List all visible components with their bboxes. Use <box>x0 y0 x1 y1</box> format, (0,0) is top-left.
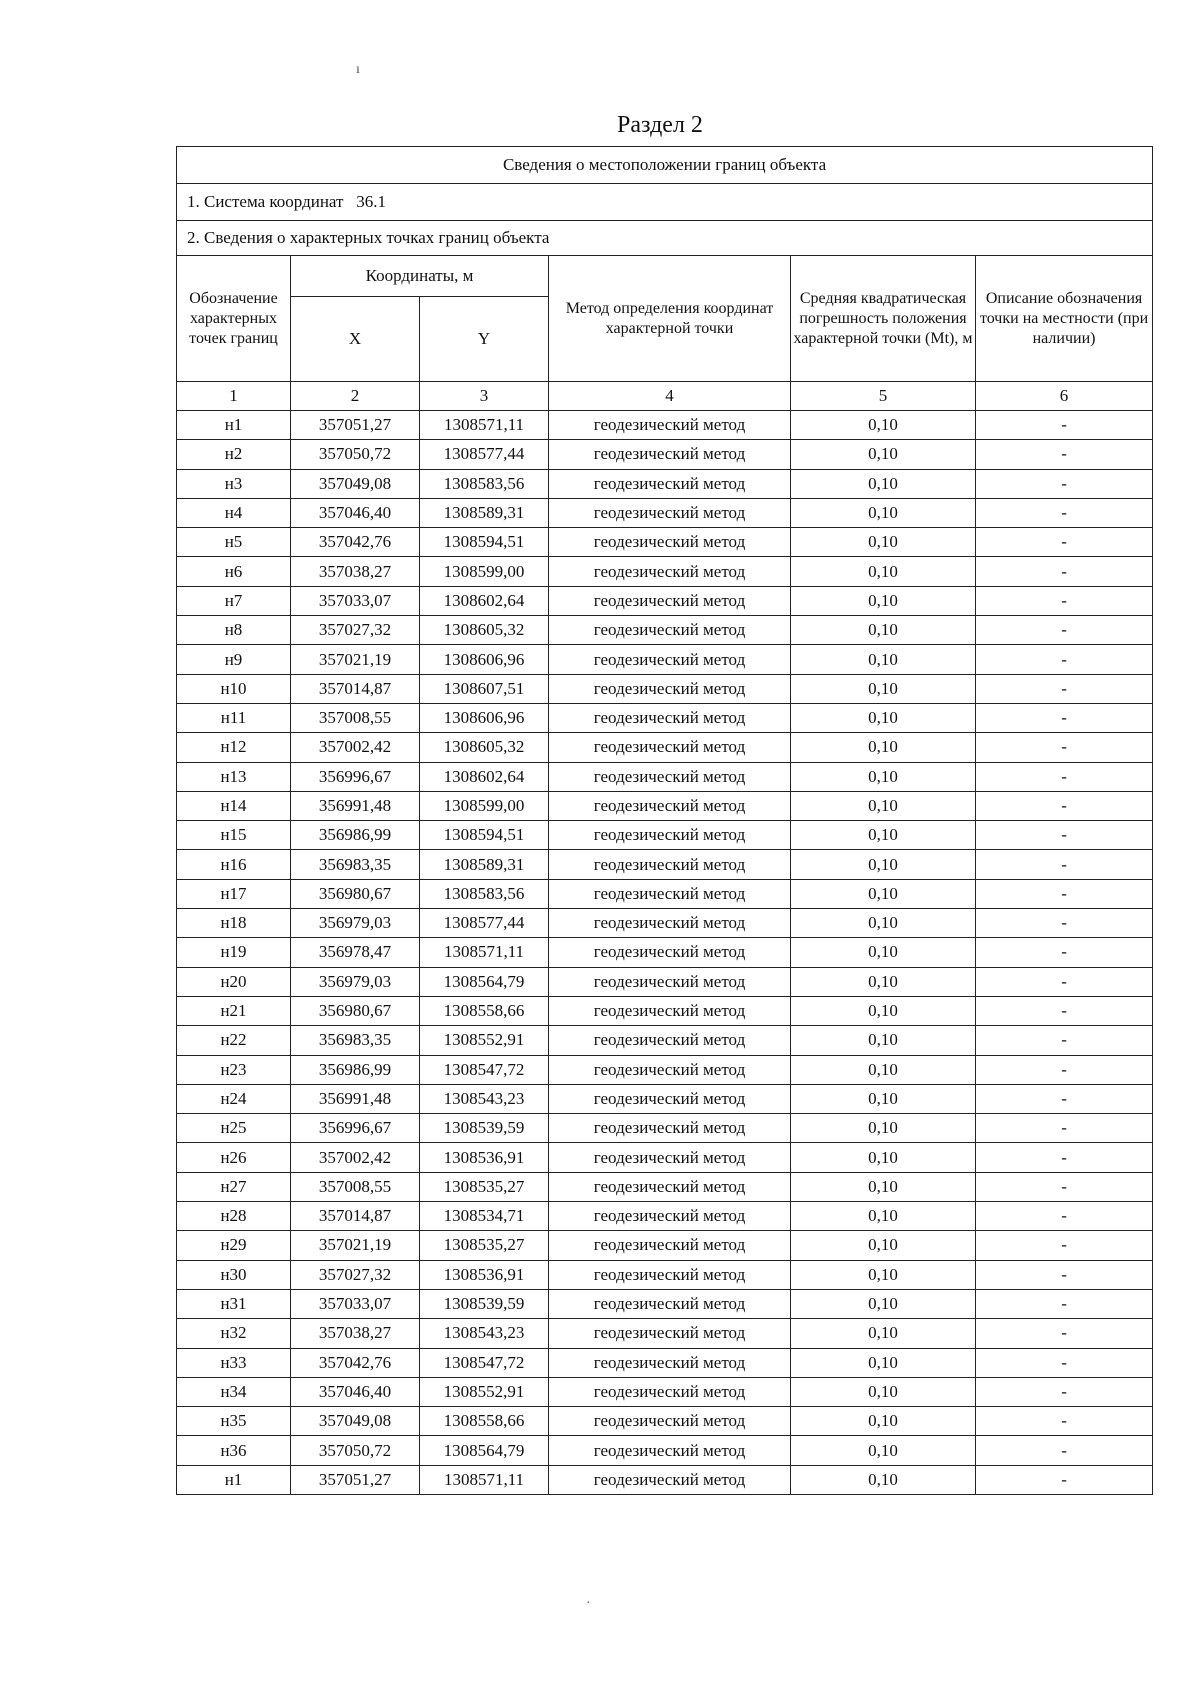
table-row <box>177 440 1153 469</box>
error-cell: 0,10 <box>791 1143 976 1172</box>
description-cell: - <box>976 762 1153 791</box>
x-coordinate-cell: 356986,99 <box>291 821 420 850</box>
description-cell: - <box>976 1084 1153 1113</box>
point-name-cell: н23 <box>177 1055 291 1084</box>
method-cell: геодезический метод <box>549 967 791 996</box>
description-cell: - <box>976 1377 1153 1406</box>
description-cell: - <box>976 674 1153 703</box>
method-cell: геодезический метод <box>549 791 791 820</box>
error-cell: 0,10 <box>791 1348 976 1377</box>
method-cell: геодезический метод <box>549 1260 791 1289</box>
x-coordinate-cell: 356996,67 <box>291 762 420 791</box>
description-cell: - <box>976 1231 1153 1260</box>
x-coordinate-cell: 356991,48 <box>291 791 420 820</box>
table-row <box>177 1436 1153 1465</box>
column-number: 3 <box>420 382 549 411</box>
method-cell: геодезический метод <box>549 528 791 557</box>
description-cell: - <box>976 1026 1153 1055</box>
x-coordinate-cell: 356980,67 <box>291 996 420 1025</box>
x-coordinate-cell: 357014,87 <box>291 1202 420 1231</box>
error-cell: 0,10 <box>791 703 976 732</box>
point-name-cell: н10 <box>177 674 291 703</box>
table-row <box>177 498 1153 527</box>
point-name-cell: н19 <box>177 938 291 967</box>
x-coordinate-cell: 357038,27 <box>291 1319 420 1348</box>
x-coordinate-cell: 356983,35 <box>291 1026 420 1055</box>
point-name-cell: н11 <box>177 703 291 732</box>
description-cell: - <box>976 879 1153 908</box>
x-coordinate-cell: 357038,27 <box>291 557 420 586</box>
error-cell: 0,10 <box>791 1260 976 1289</box>
x-coordinate-cell: 356979,03 <box>291 967 420 996</box>
error-cell: 0,10 <box>791 1377 976 1406</box>
error-cell: 0,10 <box>791 1055 976 1084</box>
error-cell: 0,10 <box>791 674 976 703</box>
y-coordinate-cell: 1308536,91 <box>420 1143 549 1172</box>
point-name-cell: н32 <box>177 1319 291 1348</box>
error-cell: 0,10 <box>791 1289 976 1318</box>
y-coordinate-cell: 1308577,44 <box>420 440 549 469</box>
x-coordinate-cell: 357002,42 <box>291 733 420 762</box>
error-cell: 0,10 <box>791 411 976 440</box>
table-row <box>177 1026 1153 1055</box>
method-cell: геодезический метод <box>549 498 791 527</box>
table-row <box>177 586 1153 615</box>
error-cell: 0,10 <box>791 616 976 645</box>
description-cell: - <box>976 1289 1153 1318</box>
description-cell: - <box>976 850 1153 879</box>
description-cell: - <box>976 791 1153 820</box>
description-cell: - <box>976 1436 1153 1465</box>
point-name-cell: н33 <box>177 1348 291 1377</box>
table-row <box>177 1465 1153 1494</box>
column-number: 5 <box>791 382 976 411</box>
error-cell: 0,10 <box>791 586 976 615</box>
error-cell: 0,10 <box>791 498 976 527</box>
point-name-cell: н6 <box>177 557 291 586</box>
table-row <box>177 1143 1153 1172</box>
point-name-cell: н5 <box>177 528 291 557</box>
description-cell: - <box>976 996 1153 1025</box>
method-cell: геодезический метод <box>549 938 791 967</box>
header-coordinates: Координаты, м <box>291 256 549 297</box>
error-cell: 0,10 <box>791 645 976 674</box>
coord-system-row <box>177 184 1153 221</box>
y-coordinate-cell: 1308594,51 <box>420 528 549 557</box>
scan-mark: ı <box>356 62 360 77</box>
point-name-cell: н21 <box>177 996 291 1025</box>
x-coordinate-cell: 356996,67 <box>291 1114 420 1143</box>
column-number: 6 <box>976 382 1153 411</box>
description-cell: - <box>976 1202 1153 1231</box>
method-cell: геодезический метод <box>549 1172 791 1201</box>
table-row <box>177 1407 1153 1436</box>
section-title: Раздел 2 <box>617 112 703 138</box>
y-coordinate-cell: 1308583,56 <box>420 879 549 908</box>
y-coordinate-cell: 1308607,51 <box>420 674 549 703</box>
header-y: Y <box>420 297 549 382</box>
table-row <box>177 469 1153 498</box>
y-coordinate-cell: 1308536,91 <box>420 1260 549 1289</box>
x-coordinate-cell: 357033,07 <box>291 1289 420 1318</box>
x-coordinate-cell: 357008,55 <box>291 703 420 732</box>
y-coordinate-cell: 1308605,32 <box>420 616 549 645</box>
error-cell: 0,10 <box>791 1436 976 1465</box>
y-coordinate-cell: 1308605,32 <box>420 733 549 762</box>
table-row <box>177 1055 1153 1084</box>
point-name-cell: н3 <box>177 469 291 498</box>
x-coordinate-cell: 357008,55 <box>291 1172 420 1201</box>
method-cell: геодезический метод <box>549 703 791 732</box>
method-cell: геодезический метод <box>549 1084 791 1113</box>
y-coordinate-cell: 1308547,72 <box>420 1055 549 1084</box>
y-coordinate-cell: 1308552,91 <box>420 1377 549 1406</box>
point-name-cell: н9 <box>177 645 291 674</box>
column-number: 2 <box>291 382 420 411</box>
table-row <box>177 1260 1153 1289</box>
table-row <box>177 791 1153 820</box>
point-name-cell: н14 <box>177 791 291 820</box>
table-row <box>177 938 1153 967</box>
column-number: 1 <box>177 382 291 411</box>
point-name-cell: н1 <box>177 411 291 440</box>
method-cell: геодезический метод <box>549 440 791 469</box>
method-cell: геодезический метод <box>549 674 791 703</box>
method-cell: геодезический метод <box>549 616 791 645</box>
error-cell: 0,10 <box>791 996 976 1025</box>
header-description: Описание обозначения точки на местности (при наличии) <box>976 256 1153 382</box>
coord-system-label: 1. Система координат <box>187 192 344 211</box>
header-error: Средняя квадратическая погрешность положения характерной точки (Mt), м <box>791 256 976 382</box>
y-coordinate-cell: 1308589,31 <box>420 850 549 879</box>
point-name-cell: н25 <box>177 1114 291 1143</box>
description-cell: - <box>976 821 1153 850</box>
x-coordinate-cell: 357050,72 <box>291 440 420 469</box>
x-coordinate-cell: 357021,19 <box>291 645 420 674</box>
method-cell: геодезический метод <box>549 1319 791 1348</box>
x-coordinate-cell: 357046,40 <box>291 1377 420 1406</box>
error-cell: 0,10 <box>791 1026 976 1055</box>
method-cell: геодезический метод <box>549 1289 791 1318</box>
table-title: Сведения о местоположении границ объекта <box>177 147 1153 184</box>
table-row <box>177 821 1153 850</box>
y-coordinate-cell: 1308547,72 <box>420 1348 549 1377</box>
method-cell: геодезический метод <box>549 821 791 850</box>
y-coordinate-cell: 1308552,91 <box>420 1026 549 1055</box>
description-cell: - <box>976 1055 1153 1084</box>
table-row <box>177 411 1153 440</box>
point-name-cell: н28 <box>177 1202 291 1231</box>
y-coordinate-cell: 1308577,44 <box>420 909 549 938</box>
column-number: 4 <box>549 382 791 411</box>
y-coordinate-cell: 1308571,11 <box>420 938 549 967</box>
table-row <box>177 1231 1153 1260</box>
method-cell: геодезический метод <box>549 1202 791 1231</box>
table-row <box>177 909 1153 938</box>
x-coordinate-cell: 357021,19 <box>291 1231 420 1260</box>
description-cell: - <box>976 703 1153 732</box>
method-cell: геодезический метод <box>549 1143 791 1172</box>
y-coordinate-cell: 1308571,11 <box>420 1465 549 1494</box>
x-coordinate-cell: 357027,32 <box>291 616 420 645</box>
error-cell: 0,10 <box>791 469 976 498</box>
point-name-cell: н17 <box>177 879 291 908</box>
table-row <box>177 528 1153 557</box>
x-coordinate-cell: 357042,76 <box>291 1348 420 1377</box>
description-cell: - <box>976 469 1153 498</box>
method-cell: геодезический метод <box>549 762 791 791</box>
description-cell: - <box>976 440 1153 469</box>
header-method: Метод определения координат характерной точки <box>549 256 791 382</box>
description-cell: - <box>976 645 1153 674</box>
point-name-cell: н12 <box>177 733 291 762</box>
description-cell: - <box>976 1114 1153 1143</box>
method-cell: геодезический метод <box>549 733 791 762</box>
error-cell: 0,10 <box>791 733 976 762</box>
description-cell: - <box>976 1465 1153 1494</box>
x-coordinate-cell: 357042,76 <box>291 528 420 557</box>
table-row <box>177 645 1153 674</box>
x-coordinate-cell: 357014,87 <box>291 674 420 703</box>
y-coordinate-cell: 1308589,31 <box>420 498 549 527</box>
description-cell: - <box>976 557 1153 586</box>
method-cell: геодезический метод <box>549 1348 791 1377</box>
method-cell: геодезический метод <box>549 1231 791 1260</box>
table-row <box>177 850 1153 879</box>
header-designation: Обозначение характерных точек границ <box>177 256 291 382</box>
table-row <box>177 1172 1153 1201</box>
method-cell: геодезический метод <box>549 909 791 938</box>
point-name-cell: н16 <box>177 850 291 879</box>
description-cell: - <box>976 586 1153 615</box>
x-coordinate-cell: 356986,99 <box>291 1055 420 1084</box>
y-coordinate-cell: 1308558,66 <box>420 996 549 1025</box>
table-row <box>177 733 1153 762</box>
error-cell: 0,10 <box>791 879 976 908</box>
description-cell: - <box>976 528 1153 557</box>
point-name-cell: н8 <box>177 616 291 645</box>
y-coordinate-cell: 1308543,23 <box>420 1319 549 1348</box>
error-cell: 0,10 <box>791 557 976 586</box>
error-cell: 0,10 <box>791 909 976 938</box>
table-row <box>177 1114 1153 1143</box>
x-coordinate-cell: 356983,35 <box>291 850 420 879</box>
point-name-cell: н13 <box>177 762 291 791</box>
error-cell: 0,10 <box>791 821 976 850</box>
y-coordinate-cell: 1308535,27 <box>420 1172 549 1201</box>
point-name-cell: н31 <box>177 1289 291 1318</box>
error-cell: 0,10 <box>791 1172 976 1201</box>
y-coordinate-cell: 1308606,96 <box>420 645 549 674</box>
point-name-cell: н22 <box>177 1026 291 1055</box>
description-cell: - <box>976 1319 1153 1348</box>
scan-mark: · <box>586 1596 591 1611</box>
description-cell: - <box>976 498 1153 527</box>
y-coordinate-cell: 1308539,59 <box>420 1114 549 1143</box>
y-coordinate-cell: 1308543,23 <box>420 1084 549 1113</box>
method-cell: геодезический метод <box>549 996 791 1025</box>
method-cell: геодезический метод <box>549 1377 791 1406</box>
y-coordinate-cell: 1308564,79 <box>420 967 549 996</box>
y-coordinate-cell: 1308594,51 <box>420 821 549 850</box>
table-row <box>177 703 1153 732</box>
points-info-label: 2. Сведения о характерных точках границ объекта <box>177 221 1153 256</box>
method-cell: геодезический метод <box>549 850 791 879</box>
point-name-cell: н1 <box>177 1465 291 1494</box>
description-cell: - <box>976 938 1153 967</box>
point-name-cell: н29 <box>177 1231 291 1260</box>
point-name-cell: н15 <box>177 821 291 850</box>
x-coordinate-cell: 357049,08 <box>291 469 420 498</box>
description-cell: - <box>976 1143 1153 1172</box>
error-cell: 0,10 <box>791 967 976 996</box>
method-cell: геодезический метод <box>549 1114 791 1143</box>
error-cell: 0,10 <box>791 762 976 791</box>
y-coordinate-cell: 1308602,64 <box>420 762 549 791</box>
x-coordinate-cell: 356978,47 <box>291 938 420 967</box>
error-cell: 0,10 <box>791 528 976 557</box>
method-cell: геодезический метод <box>549 1055 791 1084</box>
point-name-cell: н24 <box>177 1084 291 1113</box>
error-cell: 0,10 <box>791 1407 976 1436</box>
description-cell: - <box>976 411 1153 440</box>
table-row <box>177 1377 1153 1406</box>
y-coordinate-cell: 1308599,00 <box>420 791 549 820</box>
table-row <box>177 996 1153 1025</box>
coord-system-value: 36.1 <box>356 192 386 211</box>
y-coordinate-cell: 1308599,00 <box>420 557 549 586</box>
point-name-cell: н2 <box>177 440 291 469</box>
method-cell: геодезический метод <box>549 879 791 908</box>
error-cell: 0,10 <box>791 1084 976 1113</box>
x-coordinate-cell: 357002,42 <box>291 1143 420 1172</box>
boundary-points-table <box>176 146 1153 1495</box>
description-cell: - <box>976 1172 1153 1201</box>
method-cell: геодезический метод <box>549 1465 791 1494</box>
y-coordinate-cell: 1308602,64 <box>420 586 549 615</box>
y-coordinate-cell: 1308606,96 <box>420 703 549 732</box>
table-row <box>177 762 1153 791</box>
y-coordinate-cell: 1308534,71 <box>420 1202 549 1231</box>
x-coordinate-cell: 357050,72 <box>291 1436 420 1465</box>
method-cell: геодезический метод <box>549 586 791 615</box>
table-row <box>177 1202 1153 1231</box>
y-coordinate-cell: 1308564,79 <box>420 1436 549 1465</box>
point-name-cell: н34 <box>177 1377 291 1406</box>
table-row <box>177 557 1153 586</box>
method-cell: геодезический метод <box>549 1407 791 1436</box>
table-row <box>177 1084 1153 1113</box>
x-coordinate-cell: 357049,08 <box>291 1407 420 1436</box>
table-row <box>177 879 1153 908</box>
description-cell: - <box>976 967 1153 996</box>
y-coordinate-cell: 1308539,59 <box>420 1289 549 1318</box>
table-row <box>177 616 1153 645</box>
y-coordinate-cell: 1308558,66 <box>420 1407 549 1436</box>
y-coordinate-cell: 1308535,27 <box>420 1231 549 1260</box>
table-row <box>177 1289 1153 1318</box>
point-name-cell: н20 <box>177 967 291 996</box>
point-name-cell: н27 <box>177 1172 291 1201</box>
point-name-cell: н36 <box>177 1436 291 1465</box>
header-x: X <box>291 297 420 382</box>
error-cell: 0,10 <box>791 440 976 469</box>
point-name-cell: н4 <box>177 498 291 527</box>
error-cell: 0,10 <box>791 1114 976 1143</box>
table-row <box>177 967 1153 996</box>
x-coordinate-cell: 356979,03 <box>291 909 420 938</box>
error-cell: 0,10 <box>791 791 976 820</box>
description-cell: - <box>976 733 1153 762</box>
point-name-cell: н26 <box>177 1143 291 1172</box>
x-coordinate-cell: 357051,27 <box>291 1465 420 1494</box>
error-cell: 0,10 <box>791 850 976 879</box>
method-cell: геодезический метод <box>549 645 791 674</box>
error-cell: 0,10 <box>791 1202 976 1231</box>
x-coordinate-cell: 357046,40 <box>291 498 420 527</box>
y-coordinate-cell: 1308571,11 <box>420 411 549 440</box>
method-cell: геодезический метод <box>549 469 791 498</box>
point-name-cell: н7 <box>177 586 291 615</box>
x-coordinate-cell: 357033,07 <box>291 586 420 615</box>
table-row <box>177 674 1153 703</box>
description-cell: - <box>976 1407 1153 1436</box>
point-name-cell: н18 <box>177 909 291 938</box>
method-cell: геодезический метод <box>549 557 791 586</box>
method-cell: геодезический метод <box>549 1436 791 1465</box>
table-row <box>177 1319 1153 1348</box>
x-coordinate-cell: 356991,48 <box>291 1084 420 1113</box>
method-cell: геодезический метод <box>549 411 791 440</box>
description-cell: - <box>976 1348 1153 1377</box>
x-coordinate-cell: 356980,67 <box>291 879 420 908</box>
method-cell: геодезический метод <box>549 1026 791 1055</box>
error-cell: 0,10 <box>791 1465 976 1494</box>
description-cell: - <box>976 616 1153 645</box>
y-coordinate-cell: 1308583,56 <box>420 469 549 498</box>
x-coordinate-cell: 357027,32 <box>291 1260 420 1289</box>
description-cell: - <box>976 1260 1153 1289</box>
point-name-cell: н35 <box>177 1407 291 1436</box>
description-cell: - <box>976 909 1153 938</box>
error-cell: 0,10 <box>791 1319 976 1348</box>
x-coordinate-cell: 357051,27 <box>291 411 420 440</box>
error-cell: 0,10 <box>791 1231 976 1260</box>
point-name-cell: н30 <box>177 1260 291 1289</box>
table-row <box>177 1348 1153 1377</box>
error-cell: 0,10 <box>791 938 976 967</box>
